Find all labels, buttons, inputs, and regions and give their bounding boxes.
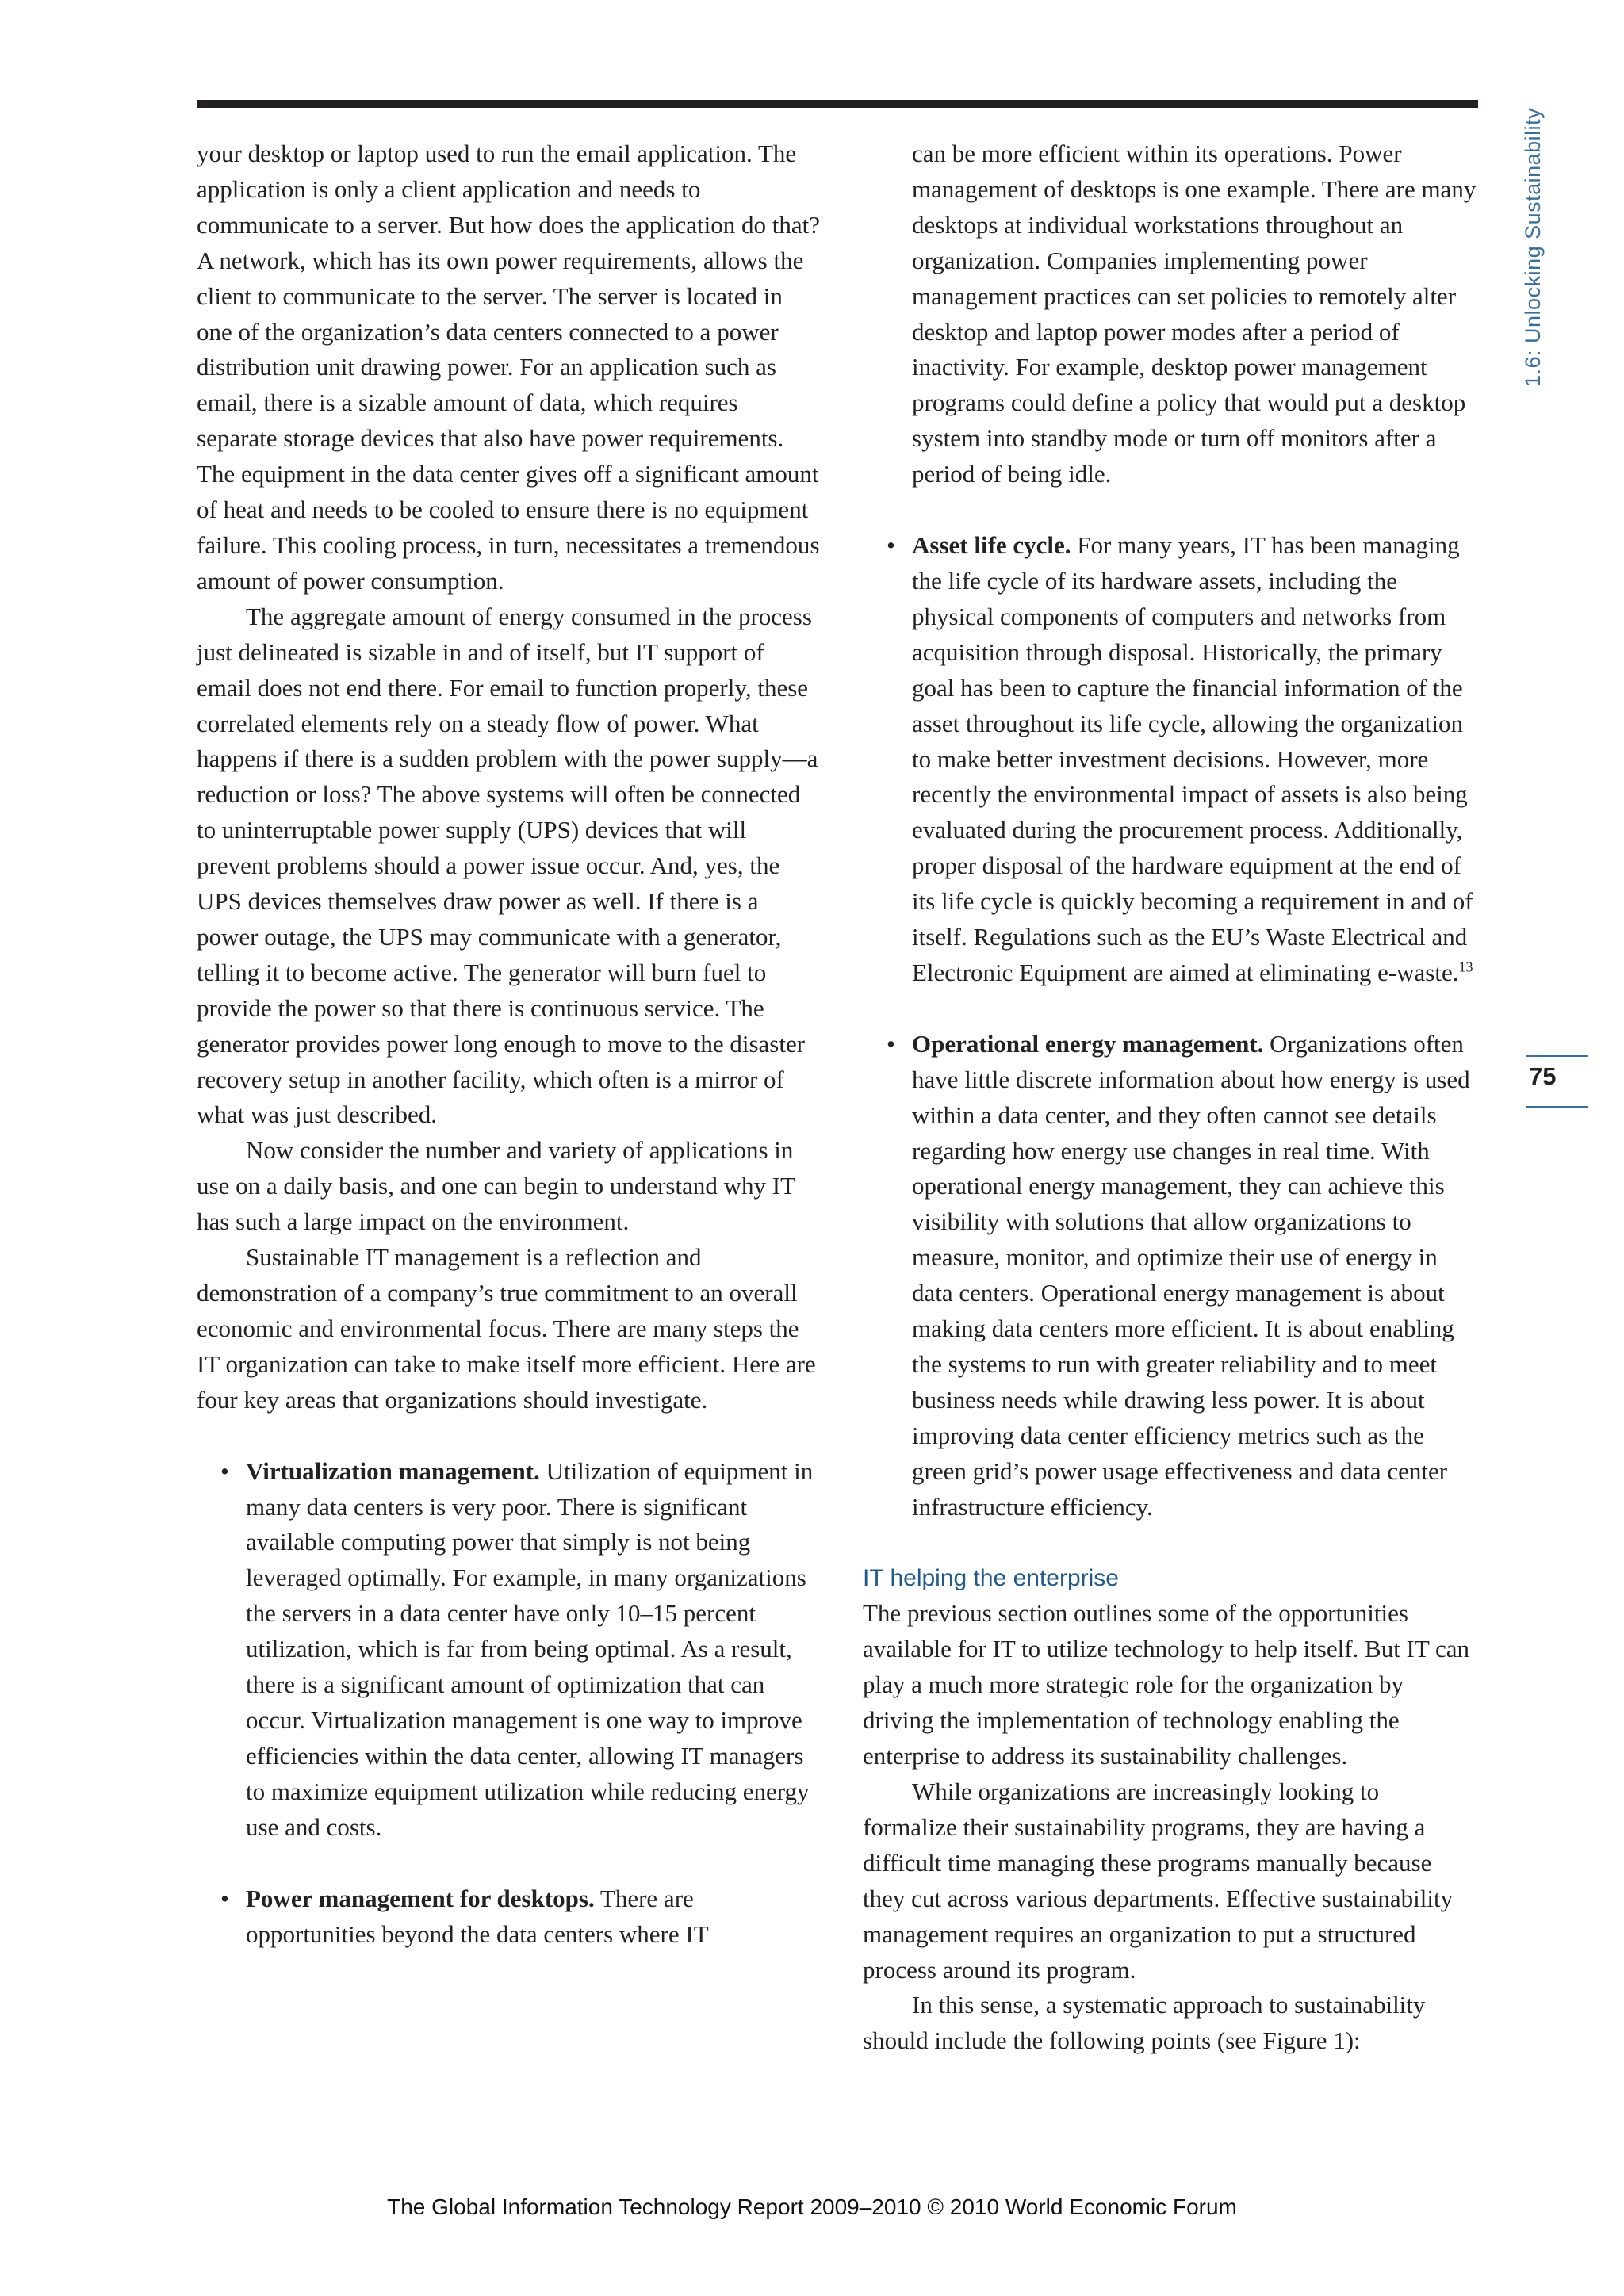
bullet-text: Organizations often have little discrete information about how energy is used within a data center, and they often cannot see details regarding how energy use changes in real time. With operational energy management, they can achieve this visibility with solutions that allow organizations to measure, monitor, and optimize their use of energy in data centers. Operational energy management is about making data centers more efficient. It is about enabling the systems to run with greater reliability and to meet business needs while drawing less power. It is about improving data center efficiency metrics such as the green grid’s power usage effectiveness and data center infrastructure efficiency. [912,1029,1470,1521]
page-number: 75 [1529,1062,1557,1090]
page-footer: The Global Information Technology Report 2009–2010 © 2010 World Economic Forum [387,2195,1237,2219]
bullet-title: Operational energy management. [912,1029,1264,1058]
bullet-icon: • [887,531,895,560]
bullet-icon: • [220,1456,229,1485]
list-item [863,1027,1478,1525]
paragraph: The previous section outlines some of the opportunities available for IT to utilize technology to help itself. But IT can play a much more strategic role for the organization by driving the implementation of technology enabling the enterprise to address its sustainability challenges. [863,1599,1470,1770]
paragraph: Now consider the number and variety of applications in use on a daily basis, and one can begin to understand why IT has such a large impact on the environment. [197,1136,795,1236]
footnote-ref: 13 [1458,959,1473,975]
list-item [863,528,1478,991]
page-number-bottom-rule [1526,1106,1588,1108]
left-column [197,136,823,1952]
key-areas-list [197,1454,823,1953]
paragraph: While organizations are increasingly looking to formalize their sustainability programs, they are having a difficult time managing these programs manually because they cut across various departments. Effective sustainability management requires an organization to put a structured process around its program. [863,1777,1454,1984]
paragraph: In this sense, a systematic approach to sustainability should include the following points (see Figure 1): [863,1991,1426,2055]
section-side-label: 1.6: Unlocking Sustainability [1521,107,1545,387]
paragraph: your desktop or laptop used to run the email application. The application is only a client application and needs to communicate to a server. But how does the application do that? A network, which has its own power requirements, allows the client to communicate to the server. The server is located in one of the organization’s data centers connected to a power distribution unit drawing power. For an application such as email, there is a sizable amount of data, which requires separate storage devices that also have power requirements. The equipment in the data center gives off a significant amount of heat and needs to be cooled to ensure there is no equipment failure. This cooling process, in turn, necessitates a tremendous amount of power consumption. [197,140,820,595]
page-number-top-rule [1526,1055,1588,1057]
bullet-continuation: can be more efficient within its operations. Power management of desktops is one example. There are many desktops at individual workstations throughout an organization. Companies implementing power management practices can set policies to remotely alter desktop and laptop power modes after a period of inactivity. For example, desktop power management programs could define a policy that would put a desktop system into standby mode or turn off monitors after a period of being idle. [912,140,1477,488]
bullet-text: There are opportunities beyond the data centers where IT [246,1884,709,1948]
bullet-title: Power management for desktops. [246,1884,595,1912]
bullet-text: Utilization of equipment in many data centers is very poor. There is significant available computing power that simply is not being leveraged optimally. For example, in many organizations the servers in a data center have only 10–15 percent utilization, which is far from being optimal. As a result, there is a significant amount of optimization that can occur. Virtualization management is one way to improve efficiencies within the data center, allowing IT managers to maximize equipment utilization while reducing energy use and costs. [246,1456,814,1841]
top-rule [197,100,1478,108]
bullet-icon: • [220,1884,229,1912]
section-heading: IT helping the enterprise [863,1564,1119,1591]
list-item [197,1881,823,1953]
bullet-title: Asset life cycle. [912,531,1071,560]
right-column [863,136,1478,2059]
list-item [197,1454,823,1846]
paragraph: Sustainable IT management is a reflection and demonstration of a company’s true commitment to an overall economic and environmental focus. There are many steps the IT organization can take to make itself more efficient. Here are four key areas that organizations should investigate. [197,1243,816,1414]
paragraph: The aggregate amount of energy consumed in the process just delineated is sizable in and of itself, but IT support of email does not end there. For email to function properly, these correlated elements rely on a steady flow of power. What happens if there is a sudden problem with the power supply—a reduction or loss? The above systems will often be connected to uninterruptable power supply (UPS) devices that will prevent problems should a power issue occur. And, yes, the UPS devices themselves draw power as well. If there is a power outage, the UPS may communicate with a generator, telling it to become active. The generator will burn fuel to provide the power so that there is continuous service. The generator provides power long enough to move to the disaster recovery setup in another facility, which often is a mirror of what was just described. [197,602,818,1129]
key-areas-list-continued [863,528,1478,1525]
bullet-text: For many years, IT has been managing the life cycle of its hardware assets, including the physical components of computers and networks from acquisition through disposal. Historically, the primary goal has been to capture the financial information of the asset throughout its life cycle, allowing the organization to make better investment decisions. However, more recently the environmental impact of assets is also being evaluated during the procurement process. Additionally, proper disposal of the hardware equipment at the end of its life cycle is quickly becoming a requirement in and of itself. Regulations such as the EU’s Waste Electrical and Electronic Equipment are aimed at eliminating e-waste. [912,531,1473,986]
bullet-title: Virtualization management. [246,1456,540,1485]
bullet-icon: • [887,1029,895,1058]
